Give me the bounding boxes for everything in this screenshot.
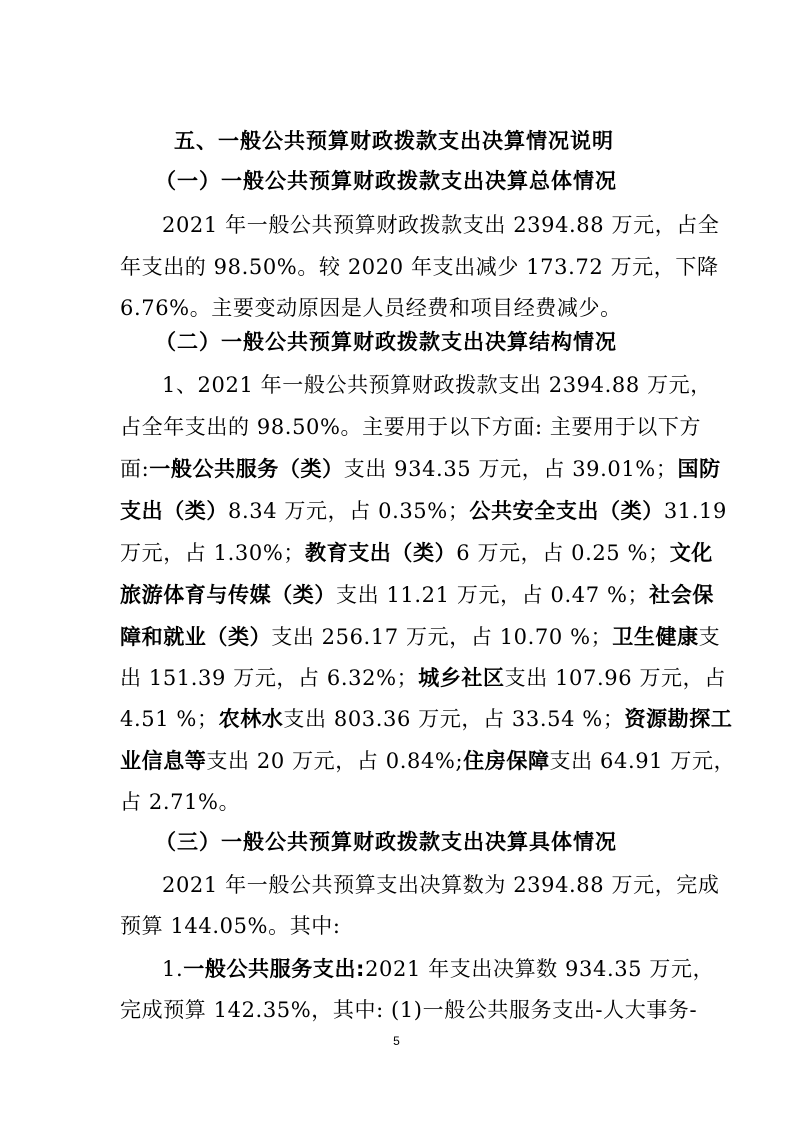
s2-line-8-run-3: 支出 107.96 万元，占 bbox=[504, 666, 726, 690]
s3-line-4-run-1: 完成预算 142.35%，其中: (1)一般公共服务支出-人大事务- bbox=[120, 998, 698, 1022]
s3-line-3 bbox=[162, 955, 715, 983]
s2-line-3-run-3: 支出 934.35 万元，占 39.01%； bbox=[343, 457, 678, 481]
s3-line-4 bbox=[120, 996, 698, 1024]
s2-line-9-run-3: 支出 803.36 万元，占 33.54 %； bbox=[283, 707, 625, 731]
s3-line-3-run-2: 一般公共服务支出: bbox=[183, 957, 366, 981]
s1-line-2: 年支出的 98.50%。较 2020 年支出减少 173.72 万元，下降 bbox=[120, 255, 719, 279]
s2-line-11-run-1: 占 2.71%。 bbox=[120, 790, 241, 814]
page-number: 5 bbox=[393, 1034, 400, 1048]
s2-line-11 bbox=[120, 788, 640, 816]
section-2-title: （二）一般公共预算财政拨款支出决算结构情况 bbox=[155, 330, 617, 354]
s2-line-6 bbox=[120, 581, 714, 609]
s2-line-9-run-4: 资源勘探工 bbox=[624, 707, 733, 731]
s2-line-7-run-3: 卫生健康 bbox=[612, 625, 699, 649]
s2-line-4-run-3: 公共安全支出（类） bbox=[469, 499, 664, 523]
s2-line-4-run-2: 8.34 万元，占 0.35%； bbox=[228, 499, 470, 523]
s2-line-3-run-2: 一般公共服务（类） bbox=[149, 457, 344, 481]
s2-line-5-run-3: 6 万元，占 0.25 %； bbox=[456, 541, 670, 565]
s2-line-1 bbox=[162, 371, 712, 399]
s2-line-5 bbox=[120, 539, 713, 567]
s2-line-10-run-4: 支出 64.91 万元， bbox=[549, 749, 736, 773]
s2-line-3-run-1: 面: bbox=[120, 457, 150, 481]
s2-line-5-run-1: 万元，占 1.30%； bbox=[120, 541, 305, 565]
s2-line-6-run-3: 社会保 bbox=[649, 583, 714, 607]
s2-line-10 bbox=[120, 747, 736, 775]
s2-line-7-run-1: 障和就业（类） bbox=[120, 625, 272, 649]
s2-line-6-run-2: 支出 11.21 万元，占 0.47 %； bbox=[336, 583, 650, 607]
s2-line-7-run-4: 支 bbox=[698, 625, 721, 649]
s2-line-6-run-1: 旅游体育与传媒（类） bbox=[120, 583, 336, 607]
s2-line-5-run-2: 教育支出（类） bbox=[305, 541, 457, 565]
s2-line-10-run-2: 支出 20 万元，占 0.84%; bbox=[206, 749, 464, 773]
s2-line-3 bbox=[120, 455, 721, 483]
s2-line-10-run-3: 住房保障 bbox=[463, 749, 550, 773]
s3-line-3-run-1: 1. bbox=[162, 957, 184, 981]
section-3-title: （三）一般公共预算财政拨款支出决算具体情况 bbox=[155, 830, 617, 854]
s2-line-7-run-2: 支出 256.17 万元，占 10.70 %； bbox=[271, 625, 613, 649]
s3-line-1-run-1: 2021 年一般公共预算支出决算数为 2394.88 万元，完成 bbox=[162, 873, 720, 897]
main-heading: 五、一般公共预算财政拨款支出决算情况说明 bbox=[174, 129, 614, 153]
s2-line-8-run-1: 出 151.39 万元，占 6.32%； bbox=[120, 666, 419, 690]
s2-line-4-run-1: 支出（类） bbox=[120, 499, 228, 523]
s2-line-1-run-1: 1、2021 年一般公共预算财政拨款支出 2394.88 万元， bbox=[162, 373, 712, 397]
s2-line-4 bbox=[120, 497, 727, 525]
s1-line-3: 6.76%。主要变动原因是人员经费和项目经费减少。 bbox=[120, 296, 622, 320]
s2-line-2 bbox=[120, 413, 702, 441]
s1-line-1: 2021 年一般公共预算财政拨款支出 2394.88 万元，占全 bbox=[162, 213, 720, 237]
s2-line-7 bbox=[120, 623, 721, 651]
s2-line-9-run-2: 农林水 bbox=[218, 707, 284, 731]
section-1-title: （一）一般公共预算财政拨款支出决算总体情况 bbox=[155, 169, 617, 193]
s2-line-10-run-1: 业信息等 bbox=[120, 749, 207, 773]
s2-line-8 bbox=[120, 664, 726, 692]
s2-line-3-run-4: 国防 bbox=[677, 457, 721, 481]
s3-line-2-run-1: 预算 144.05%。其中: bbox=[120, 914, 341, 938]
s3-line-1 bbox=[162, 871, 720, 899]
s2-line-8-run-2: 城乡社区 bbox=[418, 666, 505, 690]
s2-line-9 bbox=[120, 705, 733, 733]
s3-line-2 bbox=[120, 912, 640, 940]
s3-line-3-run-3: 2021 年支出决算数 934.35 万元， bbox=[365, 957, 715, 981]
s2-line-2-run-1: 占全年支出的 98.50%。主要用于以下方面: 主要用于以下方 bbox=[120, 415, 702, 439]
s2-line-5-run-4: 文化 bbox=[669, 541, 713, 565]
s2-line-4-run-4: 31.19 bbox=[663, 499, 727, 523]
s2-line-9-run-1: 4.51 %； bbox=[120, 707, 219, 731]
